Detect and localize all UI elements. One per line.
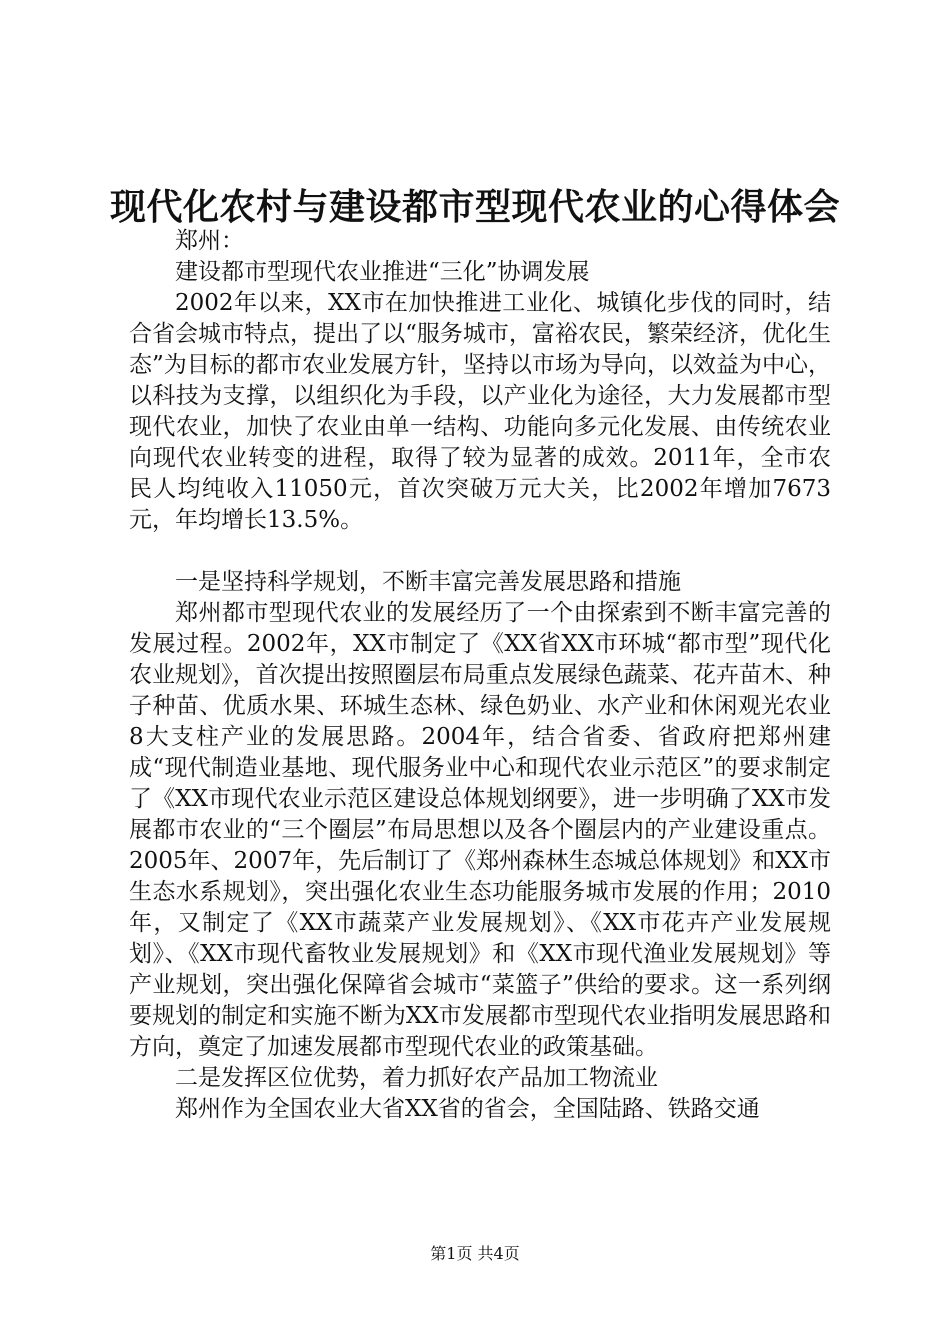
section-heading-1: 一是坚持科学规划，不断丰富完善发展思路和措施 xyxy=(175,569,681,595)
document-body xyxy=(129,226,831,1125)
page-footer: 第1页 共4页 xyxy=(430,1244,520,1263)
paragraph-subtitle: 建设都市型现代农业推进“三化”协调发展 xyxy=(175,259,590,285)
paragraph-location: 郑州： xyxy=(175,228,244,254)
paragraph-section-1: 郑州都市型现代农业的发展经历了一个由探索到不断丰富完善的发展过程。2002年，XX市制定了《XX省XX市环城“都市型”现代化农业规划》，首次提出按照圈层布局重点发展绿色蔬菜、花卉苗木、种子种苗、优质水果、环城生态林、绿色奶业、水产业和休闲观光农业8大支柱产业的发展思路。2004年，结合省委、省政府把郑州建成“现代制造业基地、现代服务业中心和现代农业示范区”的要求制定了《XX市现代农业示范区建设总体规划纲要》，进一步明确了XX市发展都市农业的“三个圈层”布局思想以及各个圈层内的产业建设重点。2005年、2007年，先后制订了《郑州森林生态城总体规划》和XX市生态水系规划》，突出强化农业生态功能服务城市发展的作用；2010年，又制定了《XX市蔬菜产业发展规划》、《XX市花卉产业发展规划》、《XX市现代畜牧业发展规划》和《XX市现代渔业发展规划》等产业规划，突出强化保障省会城市“菜篮子”供给的要求。这一系列纲要规划的制定和实施不断为XX市发展都市型现代农业指明发展思路和方向，奠定了加速发展都市型现代农业的政策基础。 xyxy=(129,600,831,1060)
paragraph-section-2: 郑州作为全国农业大省XX省的省会，全国陆路、铁路交通 xyxy=(175,1096,760,1122)
paragraph-intro: 2002年以来，XX市在加快推进工业化、城镇化步伐的同时，结合省会城市特点，提出了以“服务城市，富裕农民，繁荣经济，优化生态”为目标的都市农业发展方针，坚持以市场为导向，以效益为中心，以科技为支撑，以组织化为手段，以产业化为途径，大力发展都市型现代农业，加快了农业由单一结构、功能向多元化发展、由传统农业向现代农业转变的进程，取得了较为显著的成效。2011年，全市农民人均纯收入11050元，首次突破万元大关，比2002年增加7673元，年均增长13.5%。 xyxy=(129,290,831,533)
document-title: 现代化农村与建设都市型现代农业的心得体会 xyxy=(109,187,840,228)
paragraph-gap xyxy=(129,536,831,567)
section-heading-2: 二是发挥区位优势，着力抓好农产品加工物流业 xyxy=(175,1065,658,1091)
